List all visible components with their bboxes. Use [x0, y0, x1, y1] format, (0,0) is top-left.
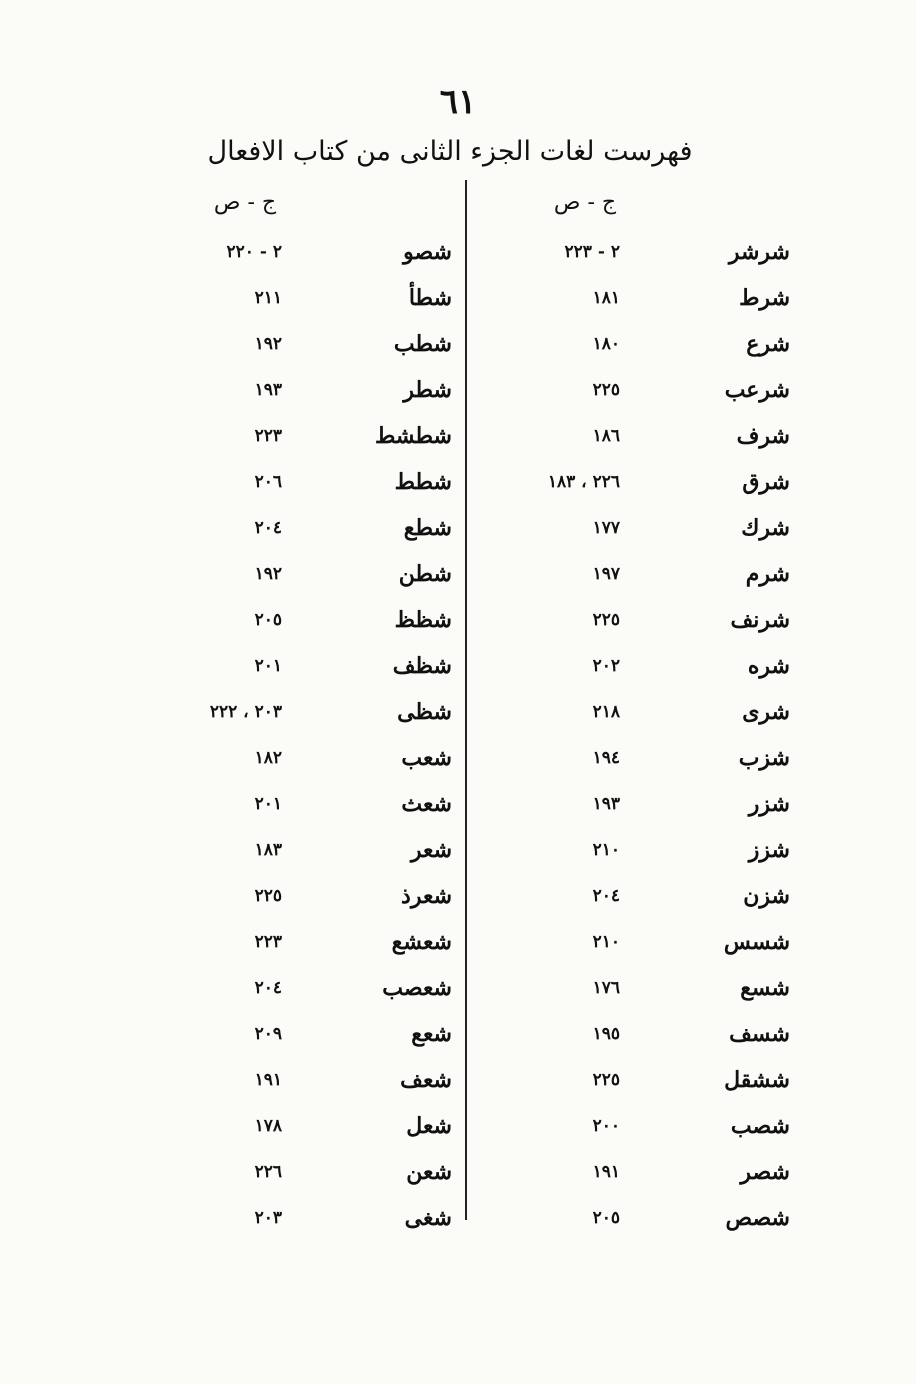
entry-page-ref: ٢٢٣ — [254, 426, 282, 446]
index-entry — [140, 600, 460, 646]
index-entry — [140, 1060, 460, 1106]
entry-word: شعن — [406, 1159, 452, 1185]
index-entry — [140, 968, 460, 1014]
index-entry — [140, 692, 460, 738]
index-entry — [480, 416, 810, 462]
index-entry — [480, 278, 810, 324]
index-entry — [140, 738, 460, 784]
entry-word: شرعب — [724, 377, 790, 403]
entry-word: شعف — [400, 1067, 452, 1093]
index-entry — [480, 1060, 810, 1106]
page-title: فهرست لغات الجزء الثانی من کتاب الافعال — [207, 136, 693, 167]
entry-page-ref: ٢٠٩ — [254, 1024, 282, 1044]
entry-page-ref: ٢ - ٢٢٣ — [564, 242, 620, 262]
entry-word: شرف — [736, 423, 790, 449]
index-entry — [480, 876, 810, 922]
entry-page-ref: ٢٠٢ — [592, 656, 620, 676]
entry-page-ref: ١٩٣ — [592, 794, 620, 814]
index-entry — [140, 1106, 460, 1152]
entry-word: شسس — [723, 929, 790, 955]
entry-page-ref: ١٩٢ — [254, 564, 282, 584]
index-entry — [480, 1152, 810, 1198]
entry-word: شطب — [393, 331, 452, 357]
index-entry — [480, 922, 810, 968]
entry-word: شظظ — [394, 607, 452, 633]
entry-word: شغى — [404, 1205, 452, 1231]
entry-page-ref: ٢٠٥ — [592, 1208, 620, 1228]
left-column-entries — [140, 232, 460, 1232]
entry-page-ref: ٢١٠ — [592, 932, 620, 952]
entry-word: شرم — [745, 561, 790, 587]
index-entry — [140, 508, 460, 554]
entry-page-ref: ٢٠٣ ، ٢٢٢ — [209, 702, 282, 722]
entry-page-ref: ٢٠٠ — [592, 1116, 620, 1136]
index-entry — [480, 370, 810, 416]
entry-word: شسع — [740, 975, 790, 1001]
index-entry — [480, 784, 810, 830]
entry-word: ششقل — [724, 1067, 790, 1093]
entry-page-ref: ٢٢٥ — [592, 380, 620, 400]
entry-page-ref: ١٨٢ — [254, 748, 282, 768]
entry-word: شرع — [746, 331, 790, 357]
entry-page-ref: ٢٠٤ — [254, 978, 282, 998]
index-entry — [140, 462, 460, 508]
entry-page-ref: ١٧٦ — [592, 978, 620, 998]
entry-word: شطط — [394, 469, 452, 495]
entry-word: شصر — [740, 1159, 790, 1185]
entry-word: شظى — [397, 699, 452, 725]
index-entry — [480, 600, 810, 646]
column-divider — [465, 180, 467, 1220]
entry-word: شزز — [748, 837, 790, 863]
entry-word: شزب — [738, 745, 790, 771]
index-entry — [140, 1152, 460, 1198]
index-entry — [480, 1106, 810, 1152]
entry-word: شعع — [411, 1021, 452, 1047]
entry-word: شعب — [401, 745, 452, 771]
entry-word: شصص — [725, 1205, 790, 1231]
index-entry — [140, 278, 460, 324]
index-entry — [480, 692, 810, 738]
index-entry — [480, 1198, 810, 1244]
index-entry — [140, 324, 460, 370]
index-entry — [480, 646, 810, 692]
entry-word: شطن — [398, 561, 452, 587]
index-entry — [140, 554, 460, 600]
entry-word: شرشر — [728, 239, 790, 265]
index-entry — [480, 968, 810, 1014]
left-column-header: ج - ص — [213, 190, 277, 215]
entry-page-ref: ١٧٨ — [254, 1116, 282, 1136]
index-entry — [480, 232, 810, 278]
index-entry — [140, 1198, 460, 1244]
entry-word: شزن — [743, 883, 790, 909]
entry-word: شصب — [730, 1113, 790, 1139]
entry-page-ref: ١٩١ — [592, 1162, 620, 1182]
entry-page-ref: ٢٢٦ ، ١٨٣ — [547, 472, 620, 492]
entry-page-ref: ٢١٠ — [592, 840, 620, 860]
page-number: ٦١ — [439, 82, 477, 122]
right-column-entries — [480, 232, 810, 1232]
entry-word: شعر — [410, 837, 452, 863]
index-entry — [140, 830, 460, 876]
entry-page-ref: ٢٢٥ — [254, 886, 282, 906]
entry-word: شصو — [403, 239, 452, 265]
entry-page-ref: ٢٠٤ — [254, 518, 282, 538]
entry-page-ref: ٢٢٦ — [254, 1162, 282, 1182]
entry-page-ref: ٢٠٤ — [592, 886, 620, 906]
index-entry — [480, 462, 810, 508]
index-entry — [140, 232, 460, 278]
index-entry — [480, 324, 810, 370]
index-entry — [140, 646, 460, 692]
index-entry — [480, 830, 810, 876]
entry-page-ref: ٢٠٣ — [254, 1208, 282, 1228]
entry-word: شعشع — [391, 929, 452, 955]
index-entry — [480, 738, 810, 784]
entry-page-ref: ١٩٢ — [254, 334, 282, 354]
index-entry — [480, 1014, 810, 1060]
entry-word: شعل — [406, 1113, 452, 1139]
entry-page-ref: ٢ - ٢٢٠ — [226, 242, 282, 262]
entry-page-ref: ٢١٨ — [592, 702, 620, 722]
entry-word: شطر — [403, 377, 452, 403]
entry-page-ref: ٢٠٥ — [254, 610, 282, 630]
entry-page-ref: ٢٢٥ — [592, 1070, 620, 1090]
entry-page-ref: ١٨٣ — [254, 840, 282, 860]
entry-word: شرنف — [730, 607, 790, 633]
entry-page-ref: ١٨١ — [592, 288, 620, 308]
entry-page-ref: ٢١١ — [254, 288, 282, 308]
entry-word: شعصب — [382, 975, 452, 1001]
entry-page-ref: ١٩٧ — [592, 564, 620, 584]
entry-word: شره — [747, 653, 790, 679]
entry-page-ref: ١٩٣ — [254, 380, 282, 400]
entry-page-ref: ١٨٦ — [592, 426, 620, 446]
index-entry — [140, 784, 460, 830]
entry-page-ref: ٢٠٦ — [254, 472, 282, 492]
entry-page-ref: ١٨٠ — [592, 334, 620, 354]
entry-page-ref: ١٩٥ — [592, 1024, 620, 1044]
entry-word: شعرذ — [401, 883, 452, 909]
entry-word: شرك — [741, 515, 790, 541]
index-entry — [480, 554, 810, 600]
entry-word: شزر — [748, 791, 790, 817]
entry-word: شطأ — [408, 285, 452, 311]
index-entry — [480, 508, 810, 554]
entry-word: شرط — [739, 285, 790, 311]
index-entry — [140, 876, 460, 922]
entry-page-ref: ٢٠١ — [254, 794, 282, 814]
index-entry — [140, 416, 460, 462]
index-entry — [140, 1014, 460, 1060]
entry-word: شرق — [742, 469, 790, 495]
index-entry — [140, 922, 460, 968]
index-entry — [140, 370, 460, 416]
entry-page-ref: ٢٠١ — [254, 656, 282, 676]
entry-page-ref: ١٧٧ — [592, 518, 620, 538]
right-column-header: ج - ص — [553, 190, 617, 215]
entry-word: شظف — [392, 653, 452, 679]
entry-word: شعث — [401, 791, 452, 817]
entry-page-ref: ١٩١ — [254, 1070, 282, 1090]
entry-page-ref: ٢٢٥ — [592, 610, 620, 630]
entry-word: شسف — [729, 1021, 790, 1047]
entry-word: شطشط — [375, 423, 452, 449]
entry-word: شطع — [403, 515, 452, 541]
entry-page-ref: ١٩٤ — [592, 748, 620, 768]
entry-word: شرى — [742, 699, 790, 725]
entry-page-ref: ٢٢٣ — [254, 932, 282, 952]
